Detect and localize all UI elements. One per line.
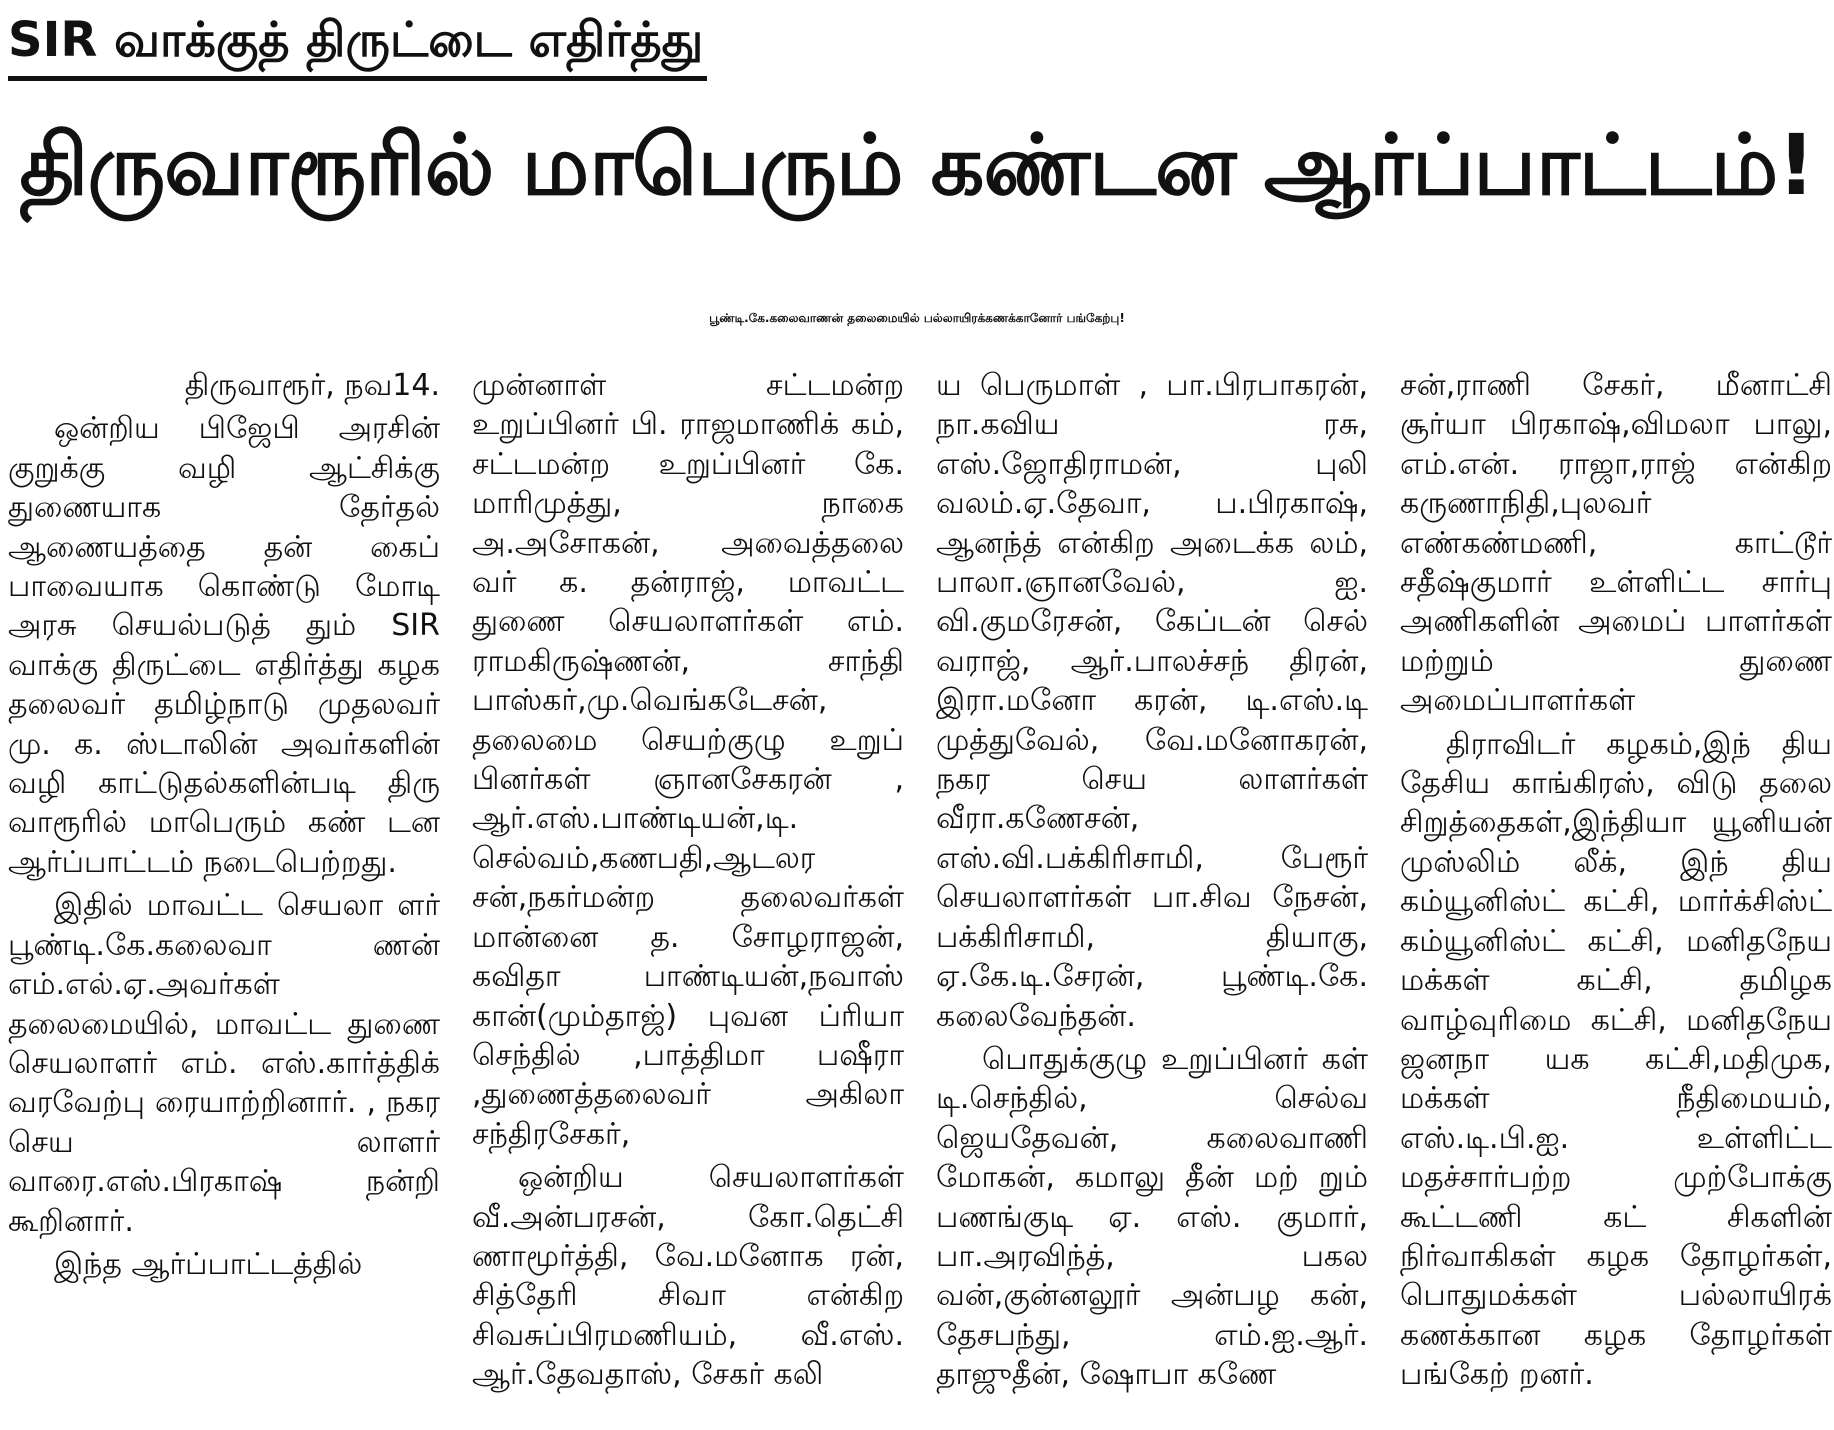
paragraph: பொதுக்குழு உறுப்பினர் கள் டி.செந்தில், செல்வ ஜெயதேவன், கலைவாணி மோகன், கமாலு தீன் மற் றும் பணங்குடி ஏ. எஸ். குமார், பா.அரவிந்த், பகல வன்,குன்னலூர் அன்பழ கன், தேசபந்து, எம்.ஐ.ஆர். தாஜுதீன், ஷோபா கணே [936,1041,1368,1393]
sub-headline: பூண்டி.கே.கலைவாணன் தலைமையில் பல்லாயிரக்கணக்கானோர் பங்கேற்பு! [709,311,1125,325]
paragraph: சன்,ராணி சேகர், மீனாட்சி சூர்யா பிரகாஷ்,விமலா பாலு, எம்.என். ராஜா,ராஜ் என்கிற கருணாநிதி,புலவர் எண்கண்மணி, காட்டூர் சதீஷ்குமார் உள்ளிட்ட சார்பு அணிகளின் அமைப் பாளர்கள் மற்றும் துணை அமைப்பாளர்கள் [1400,368,1832,719]
paragraph: ஒன்றிய பிஜேபி அரசின் குறுக்கு வழி ஆட்சிக்கு துணையாக தேர்தல் ஆணையத்தை தன் கைப் பாவையாக கொண்டு மோடி அரசு செயல்படுத் தும் SIR வாக்கு திருட்டை எதிர்த்து கழக தலைவர் தமிழ்நாடு முதலவர் மு. க. ஸ்டாலின் அவர்களின் வழி காட்டுதல்களின்படி திரு வாரூரில் மாபெரும் கண் டன ஆர்ப்பாட்டம் நடைபெற்றது. [8,411,440,880]
paragraph: இதில் மாவட்ட செயலா ளர் பூண்டி.கே.கலைவா ணன் எம்.எல்.ஏ.அவர்கள் தலைமையில், மாவட்ட துணை செயலாளர் எம். எஸ்.கார்த்திக் வரவேற்பு ரையாற்றினார். , நகர செய லாளர் வாரை.எஸ்.பிரகாஷ் நன்றி கூறினார். [8,888,440,1239]
article-body [8,366,1832,1426]
article-column-4 [1400,366,1832,1426]
paragraph: முன்னாள் சட்டமன்ற உறுப்பினர் பி. ராஜமாணிக் கம், சட்டமன்ற உறுப்பினர் கே. மாரிமுத்து, நாகை அ.அசோகன், அவைத்தலை வர் க. தன்ராஜ், மாவட்ட துணை செயலாளர்கள் எம். ராமகிருஷ்ணன், சாந்தி பாஸ்கர்,மு.வெங்கடேசன், தலைமை செயற்குழு உறுப் பினர்கள் ஞானசேகரன் , ஆர்.எஸ்.பாண்டியன்,டி. செல்வம்,கணபதி,ஆடலர சன்,நகர்மன்ற தலைவர்கள் மான்னை த. சோழராஜன், கவிதா பாண்டியன்,நவாஸ் கான்(மும்தாஜ்) புவன ப்ரியா செந்தில் ,பாத்திமா பஷீரா ,துணைத்தலைவர் அகிலா சந்திரசேகர், [472,368,904,1152]
article-column-1 [8,366,440,1426]
paragraph: திராவிடர் கழகம்,இந் திய தேசிய காங்கிரஸ், விடு தலை சிறுத்தைகள்,இந்தியா யூனியன் முஸ்லிம் லீக், இந் திய கம்யூனிஸ்ட் கட்சி, மார்க்சிஸ்ட் கம்யூனிஸ்ட் கட்சி, மனிதநேய மக்கள் கட்சி, தமிழக வாழ்வுரிமை கட்சி, மனிதநேய ஜனநா யக கட்சி,மதிமுக, மக்கள் நீதிமையம், எஸ்.டி.பி.ஐ. உள்ளிட்ட மதச்சார்பற்ற முற்போக்கு கூட்டணி கட் சிகளின் நிர்வாகிகள் கழக தோழர்கள், பொதுமக்கள் பல்லாயிரக் கணக்கான கழக தோழர்கள் பங்கேற் றனர். [1400,726,1832,1393]
main-headline: திருவாரூரில் மாபெரும் கண்டன ஆர்ப்பாட்டம்! [19,116,1815,214]
article-column-3 [936,366,1368,1426]
kicker-headline: SIR வாக்குத் திருட்டை எதிர்த்து [8,4,707,81]
paragraph: இந்த ஆர்ப்பாட்டத்தில் [54,1246,363,1282]
paragraph: ஒன்றிய செயலாளர்கள் வீ.அன்பரசன், கோ.தெட்சி ணாமூர்த்தி, வே.மனோக ரன், சித்தேரி சிவா என்கிற சிவசுப்பிரமணியம், வீ.எஸ். ஆர்.தேவதாஸ், சேகர் கலி [472,1160,904,1393]
paragraph: ய பெருமாள் , பா.பிரபாகரன், நா.கவிய ரசு, எஸ்.ஜோதிராமன், புலி வலம்.ஏ.தேவா, ப.பிரகாஷ், ஆனந்த் என்கிற அடைக்க லம், பாலா.ஞானவேல், ஐ. வி.குமரேசன், கேப்டன் செல் வராஜ், ஆர்.பாலச்சந் திரன், இரா.மனோ கரன், டி.எஸ்.டி முத்துவேல், வே.மனோகரன், நகர செய லாளர்கள் வீரா.கணேசன், எஸ்.வி.பக்கிரிசாமி, பேரூர் செயலாளர்கள் பா.சிவ நேசன், பக்கிரிசாமி, தியாகு, ஏ.கே.டி.சேரன், பூண்டி.கே. கலைவேந்தன். [936,368,1368,1034]
dateline: திருவாரூர், நவ14. [184,368,440,403]
article-column-2 [472,366,904,1426]
